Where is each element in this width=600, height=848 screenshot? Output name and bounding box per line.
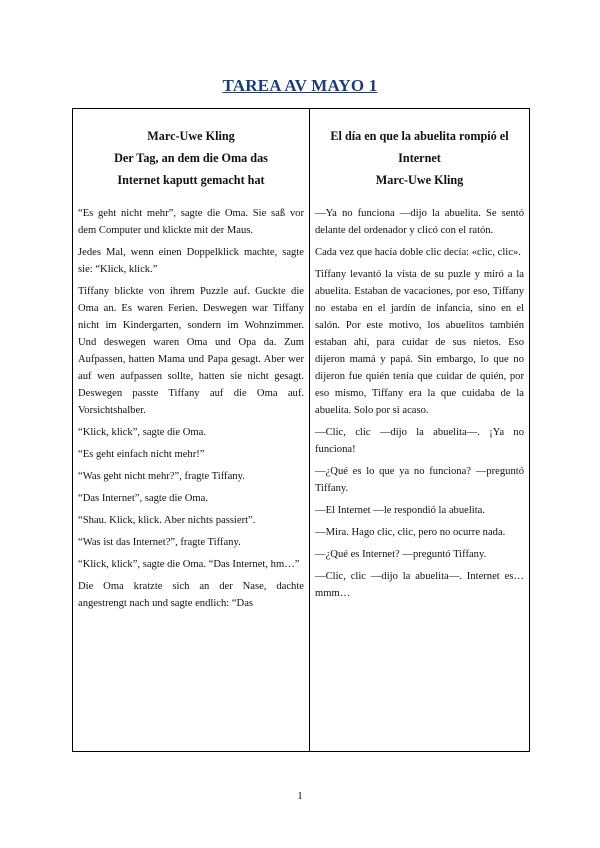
spanish-paragraph: —¿Qué es Internet? —preguntó Tiffany. xyxy=(315,549,487,560)
spanish-paragraph: —El Internet —le respondió la abuelita. xyxy=(315,505,486,516)
german-paragraph: “Es geht einfach nicht mehr!” xyxy=(78,449,205,460)
spanish-paragraph: Cada vez que hacía doble clic decía: «clic, clic». xyxy=(315,247,521,258)
spanish-header-line: El día en que la abuelita rompió el xyxy=(330,129,509,143)
german-paragraph: Jedes Mal, wenn einen Doppelklick machte, sagte sie: “Klick, klick.” xyxy=(78,247,304,275)
german-column xyxy=(73,109,310,752)
spanish-paragraph: Tiffany levantó la vista de su puzle y miró a la abuelita. Estaban de vacaciones, por eso, Tiffany no estaba en el jardín de infancia, sino en el salón. Por este motivo, los abuelitos también estaban ahí, para cuidar de sus nietos. Eso dijeron mamá y papá. Sin embargo, lo que no dijeron fue quién tenía que cuidar de quién, por eso mismo, Tiffany era la que cuidaba de la abuelita. Solo por si acaso. xyxy=(315,269,524,416)
german-paragraph: “Shau. Klick, klick. Aber nichts passiert”. xyxy=(78,515,256,526)
spanish-paragraph: —Mira. Hago clic, clic, pero no ocurre nada. xyxy=(315,527,506,538)
german-paragraph: “Klick, klick”, sagte die Oma. “Das Internet, hm…” xyxy=(78,559,300,570)
german-paragraph: “Es geht nicht mehr”, sagte die Oma. Sie saß vor dem Computer und klickte mit der Maus. xyxy=(78,208,304,236)
german-paragraph: “Was ist das Internet?”, fragte Tiffany. xyxy=(78,537,241,548)
spanish-paragraph: —Clic, clic —dijo la abuelita—. Internet es… mmm… xyxy=(315,571,524,599)
bilingual-text-table xyxy=(72,108,530,752)
german-paragraph: “Was geht nicht mehr?”, fragte Tiffany. xyxy=(78,471,245,482)
german-paragraph: Die Oma kratzte sich an der Nase, dachte angestrengt nach und sagte endlich: “Das xyxy=(78,581,304,609)
document-title: TAREA AV MAYO 1 xyxy=(222,76,378,95)
spanish-header-line: Internet xyxy=(398,151,441,165)
german-paragraph: “Das Internet”, sagte die Oma. xyxy=(78,493,209,504)
german-header-line: Der Tag, an dem die Oma das xyxy=(114,151,268,165)
spanish-paragraph: —Clic, clic —dijo la abuelita—. ¡Ya no funciona! xyxy=(315,427,524,455)
spanish-column xyxy=(310,109,530,752)
german-header-line: Internet kaputt gemacht hat xyxy=(117,173,265,187)
spanish-header xyxy=(315,113,524,205)
page-number: 1 xyxy=(297,790,303,802)
spanish-paragraph: —¿Qué es lo que ya no funciona? —preguntó Tiffany. xyxy=(315,466,524,494)
german-paragraph: “Klick, klick”, sagte die Oma. xyxy=(78,427,206,438)
german-header-line: Marc-Uwe Kling xyxy=(147,129,235,143)
table-row xyxy=(73,109,530,752)
german-paragraph: Tiffany blickte von ihrem Puzzle auf. Guckte die Oma an. Es waren Ferien. Deswegen war Tiffany nicht im Kindergarten, sondern im Wohnzimmer. Und deswegen waren Oma und Opa da. Zum Aufpassen, hatten Mama und Papa gesagt. Aber wer auf wen aufpassen sollte, hatten sie nicht gesagt. Deswegen passte Tiffany auf die Oma auf. Vorsichtshalber. xyxy=(78,286,304,416)
spanish-paragraph: —Ya no funciona —dijo la abuelita. Se sentó delante del ordenador y clicó con el ratón. xyxy=(315,208,524,236)
spanish-header-line: Marc-Uwe Kling xyxy=(375,173,464,187)
german-header xyxy=(78,113,304,205)
